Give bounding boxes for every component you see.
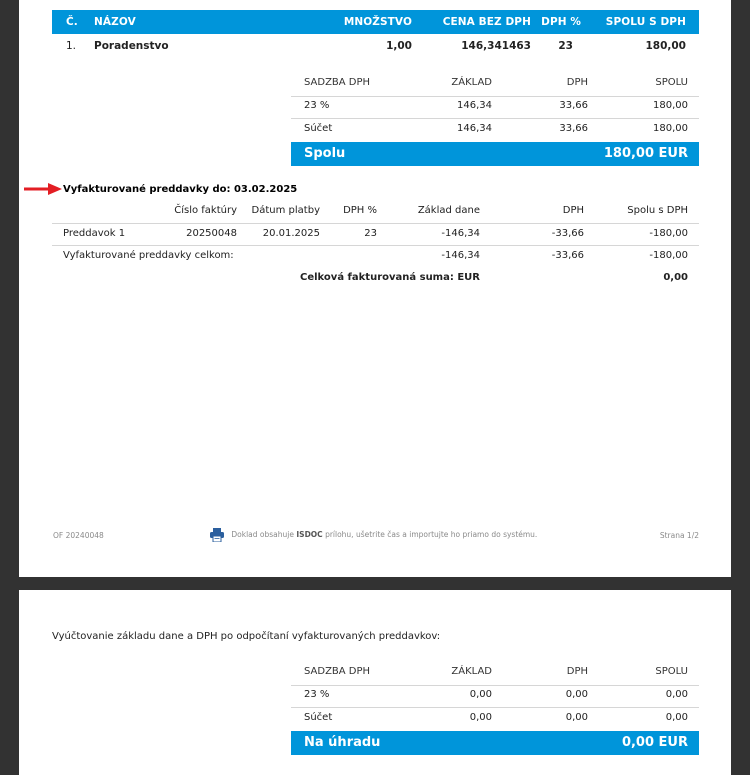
red-arrow-annotation [22, 181, 64, 197]
table-row [52, 38, 699, 56]
divider [291, 685, 699, 686]
advances-table [52, 200, 699, 290]
s-col-total: SPOLU [655, 666, 688, 677]
adv-sum-base: -146,34 [441, 250, 480, 261]
adv-col-vatpct: DPH % [343, 205, 377, 216]
adv-col-total: Spolu s DPH [627, 205, 688, 216]
col-vat: DPH % [541, 16, 581, 28]
items-table-header [52, 10, 699, 34]
item-total: 180,00 [645, 40, 686, 52]
s-sum-base: 0,00 [469, 712, 492, 723]
s-col-rate: SADZBA DPH [304, 666, 371, 677]
amount-due-label: Na úhradu [304, 735, 381, 750]
adv-col-base: Základ dane [417, 205, 480, 216]
divider [291, 118, 699, 119]
vat-summary-table [291, 72, 699, 167]
s-sum-vat: 0,00 [565, 712, 588, 723]
item-price: 146,341463 [461, 40, 531, 52]
vat-row-vat: 33,66 [559, 100, 588, 111]
adv-sum-label: Vyfakturované preddavky celkom: [63, 250, 234, 261]
total-bar [291, 142, 699, 166]
printer-icon [209, 528, 225, 542]
item-vat: 23 [558, 40, 573, 52]
item-no: 1. [66, 40, 77, 52]
divider [52, 245, 699, 246]
footer-page-number: Strana 1/2 [659, 531, 699, 540]
adv-col-invoice: Číslo faktúry [174, 205, 237, 216]
col-price: CENA BEZ DPH [442, 16, 531, 28]
amount-due-bar [291, 731, 699, 755]
grand-total-label: Celková fakturovaná suma: EUR [300, 272, 480, 283]
item-qty: 1,00 [386, 40, 412, 52]
vat-sum-base: 146,34 [457, 123, 492, 134]
vat-row-rate: 23 % [304, 100, 330, 111]
s-row-total: 0,00 [665, 689, 688, 700]
adv-row-base: -146,34 [441, 228, 480, 239]
s-row-base: 0,00 [469, 689, 492, 700]
item-name: Poradenstvo [94, 40, 169, 52]
col-no: Č. [66, 16, 78, 28]
adv-row-total: -180,00 [649, 228, 688, 239]
adv-col-date: Dátum platby [251, 205, 320, 216]
amount-due-value: 0,00 EUR [621, 735, 688, 750]
col-total: SPOLU S DPH [605, 16, 686, 28]
vat-col-vat: DPH [566, 77, 588, 88]
vat-sum-label: Súčet [304, 123, 333, 134]
s-col-vat: DPH [566, 666, 588, 677]
settlement-vat-table [291, 661, 699, 756]
vat-col-total: SPOLU [655, 77, 688, 88]
s-sum-label: Súčet [304, 712, 333, 723]
adv-row-vatpct: 23 [364, 228, 377, 239]
settlement-intro: Vyúčtovanie základu dane a DPH po odpočítaní vyfakturovaných preddavkov: [52, 631, 441, 642]
footer-isdoc-note [209, 528, 537, 542]
s-col-base: ZÁKLAD [451, 666, 492, 677]
divider [291, 96, 699, 97]
s-row-rate: 23 % [304, 689, 330, 700]
total-value: 180,00 EUR [603, 146, 688, 161]
adv-row-label: Preddavok 1 [63, 228, 126, 239]
total-label: Spolu [304, 146, 346, 161]
s-row-vat: 0,00 [565, 689, 588, 700]
adv-sum-total: -180,00 [649, 250, 688, 261]
footer-note-isdoc: ISDOC [296, 530, 323, 539]
footer-note-post: prílohu, ušetrite čas a importujte ho priamo do systému. [325, 530, 538, 539]
vat-row-base: 146,34 [457, 100, 492, 111]
vat-col-base: ZÁKLAD [451, 77, 492, 88]
col-qty: MNOŽSTVO [343, 16, 412, 28]
adv-col-vat: DPH [562, 205, 584, 216]
footer-doc-number: OF 20240048 [53, 531, 104, 540]
adv-row-invoice: 20250048 [186, 228, 237, 239]
vat-sum-total: 180,00 [653, 123, 688, 134]
grand-total-value: 0,00 [663, 272, 688, 283]
col-name: NÁZOV [94, 16, 136, 28]
vat-sum-vat: 33,66 [559, 123, 588, 134]
invoice-page-2 [19, 590, 731, 775]
divider [291, 707, 699, 708]
adv-row-vat: -33,66 [551, 228, 584, 239]
s-sum-total: 0,00 [665, 712, 688, 723]
adv-row-date: 20.01.2025 [262, 228, 320, 239]
vat-row-total: 180,00 [653, 100, 688, 111]
footer-note-pre: Doklad obsahuje [231, 530, 294, 539]
adv-sum-vat: -33,66 [551, 250, 584, 261]
vat-col-rate: SADZBA DPH [304, 77, 371, 88]
advances-title: Vyfakturované preddavky do: 03.02.2025 [63, 184, 298, 195]
invoice-page-1 [19, 0, 731, 577]
divider [52, 223, 699, 224]
